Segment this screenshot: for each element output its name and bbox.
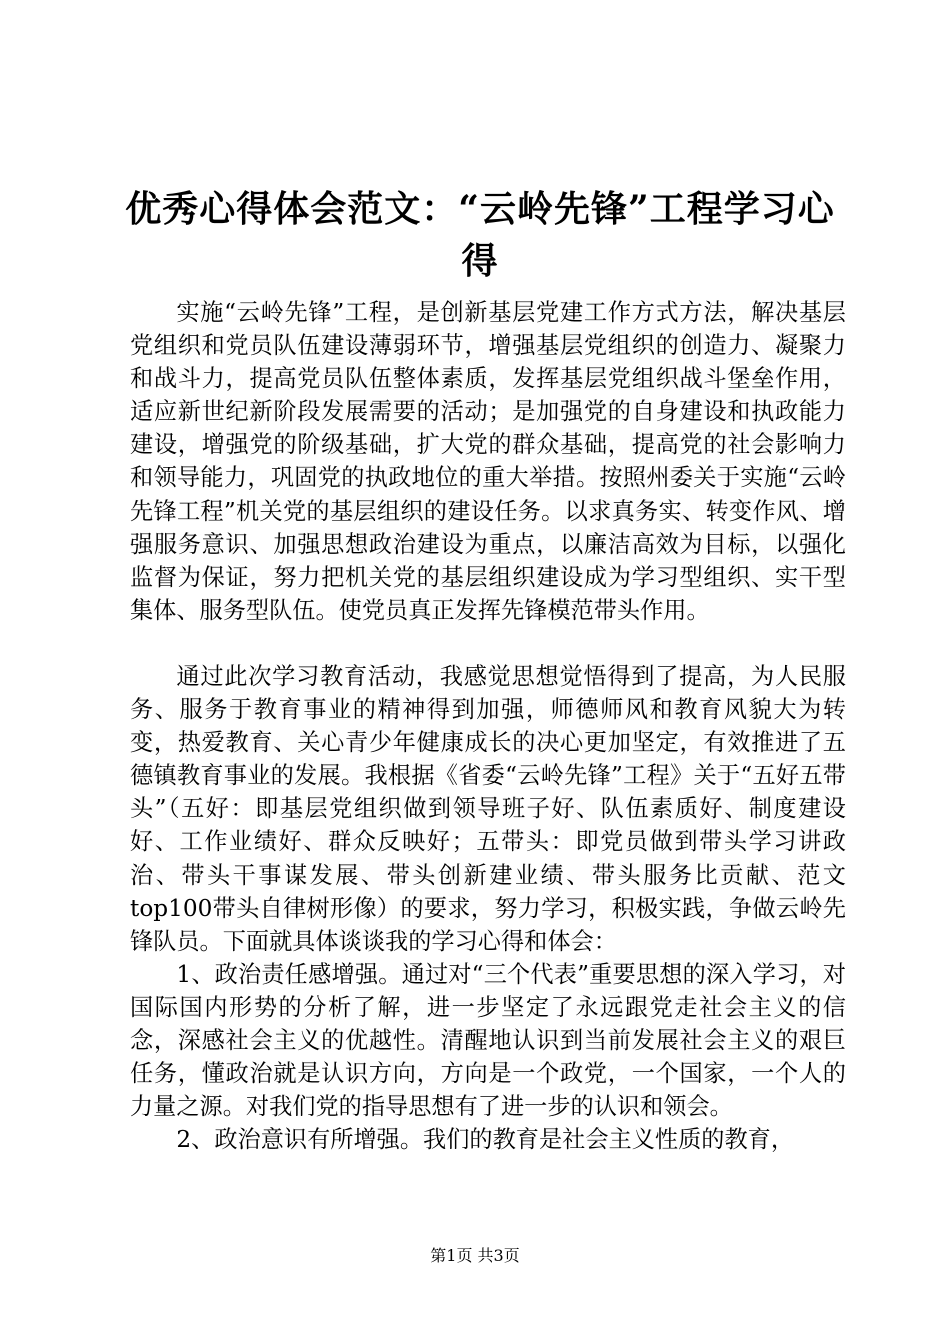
- document-title: 优秀心得体会范文：“云岭先锋”工程学习心得: [125, 188, 835, 282]
- paragraph-point-1: 1、政治责任感增强。通过对“三个代表”重要思想的深入学习，对国际国内形势的分析了解，进一步坚定了永远跟党走社会主义的信念，深感社会主义的优越性。清醒地认识到当前发展社会主义的艰巨任务，懂政治就是认识方向，方向是一个政党，一个国家，一个人的力量之源。对我们党的指导思想有了进一步的认识和领会。: [130, 960, 846, 1121]
- paragraph-experience: 通过此次学习教育活动，我感觉思想觉悟得到了提高，为人民服务、服务于教育事业的精神得到加强，师德师风和教育风貌大为转变，热爱教育、关心青少年健康成长的决心更加坚定，有效推进了五德镇教育事业的发展。我根据《省委“云岭先锋”工程》关于“五好五带头”（五好：即基层党组织做到领导班子好、队伍素质好、制度建设好、工作业绩好、群众反映好；五带头：即党员做到带头学习讲政治、带头干事谋发展、带头创新建业绩、带头服务比贡献、范文top100带头自律树形像）的要求，努力学习，积极实践，争做云岭先锋队员。下面就具体谈谈我的学习心得和体会：: [130, 662, 846, 955]
- paragraph-intro: 实施“云岭先锋”工程，是创新基层党建工作方式方法，解决基层党组织和党员队伍建设薄弱环节，增强基层党组织的创造力、凝聚力和战斗力，提高党员队伍整体素质，发挥基层党组织战斗堡垒作用，适应新世纪新阶段发展需要的活动；是加强党的自身建设和执政能力建设，增强党的阶级基础，扩大党的群众基础，提高党的社会影响力和领导能力，巩固党的执政地位的重大举措。按照州委关于实施“云岭先锋工程”机关党的基层组织的建设任务。以求真务实、转变作风、增强服务意识、加强思想政治建设为重点，以廉洁高效为目标，以强化监督为保证，努力把机关党的基层组织建设成为学习型组织、实干型集体、服务型队伍。使党员真正发挥先锋模范带头作用。: [130, 299, 846, 624]
- paragraph-point-2: 2、政治意识有所增强。我们的教育是社会主义性质的教育，: [176, 1126, 795, 1154]
- document-body: [130, 296, 846, 1156]
- page-number: 第1页 共3页: [430, 1246, 520, 1265]
